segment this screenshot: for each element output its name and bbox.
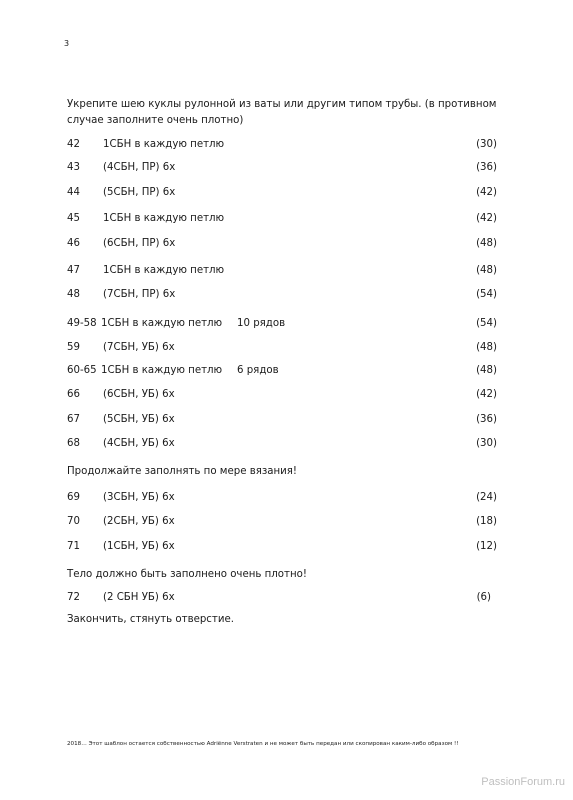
row-number: 68: [67, 438, 80, 449]
row-instruction: 1СБН в каждую петлю: [103, 213, 225, 224]
pattern-row: [67, 387, 497, 403]
pattern-row: [67, 236, 497, 252]
stitch-count: (42): [476, 213, 497, 224]
density-note: Тело должно быть заполнено очень плотно!: [67, 569, 307, 580]
row-number: 44: [67, 187, 80, 198]
watermark: PassionForum.ru: [481, 776, 565, 788]
stitch-count: (36): [476, 414, 497, 425]
stitch-count: (42): [476, 187, 497, 198]
pattern-row: [67, 436, 497, 452]
row-instruction: (2СБН, УБ) 6х: [103, 516, 175, 527]
row-instruction: (5СБН, ПР) 6х: [103, 187, 176, 198]
pattern-row: [67, 539, 497, 555]
row-number: 72: [67, 592, 80, 603]
stitch-count: (12): [476, 541, 497, 552]
pattern-row: [67, 340, 497, 356]
copyright-footer: 2018… Этот шаблон остается собственностью Adriënne Verstraten и не может быть передан или скопирован каким-либо образом !!: [67, 741, 459, 747]
row-instruction: (3СБН, УБ) 6х: [103, 492, 175, 503]
row-number: 69: [67, 492, 80, 503]
row-number: 46: [67, 238, 80, 249]
row-instruction: (4СБН, ПР) 6х: [103, 162, 176, 173]
row-number: 67: [67, 414, 80, 425]
stitch-count: (48): [476, 265, 497, 276]
stitch-count: (48): [476, 238, 497, 249]
stitch-count: (54): [476, 289, 497, 300]
pattern-row: [67, 363, 497, 379]
row-number: 49-58: [67, 318, 97, 329]
stitch-count: (54): [476, 318, 497, 329]
row-instruction: (6СБН, ПР) 6х: [103, 238, 176, 249]
pattern-row: [67, 412, 497, 428]
row-instruction: (7СБН, ПР) 6х: [103, 289, 176, 300]
stitch-count: (30): [476, 438, 497, 449]
row-number: 42: [67, 139, 80, 150]
row-instruction: 1СБН в каждую петлю: [101, 318, 223, 329]
row-number: 66: [67, 389, 80, 400]
pattern-row: [67, 137, 497, 153]
row-number: 59: [67, 342, 80, 353]
row-number: 60-65: [67, 365, 97, 376]
row-instruction: (2 СБН УБ) 6х: [103, 592, 175, 603]
stitch-count: (48): [476, 342, 497, 353]
row-number: 43: [67, 162, 80, 173]
stitch-count: (48): [476, 365, 497, 376]
page-number: 3: [64, 39, 70, 48]
row-repeat-note: 10 рядов: [237, 318, 286, 329]
pattern-row: [67, 316, 497, 332]
stitch-count: (42): [476, 389, 497, 400]
stitch-count: (36): [476, 162, 497, 173]
stitch-count: (30): [476, 139, 497, 150]
row-number: 71: [67, 541, 80, 552]
row-instruction: 1СБН в каждую петлю: [103, 265, 225, 276]
row-repeat-note: 6 рядов: [237, 365, 279, 376]
row-instruction: (1СБН, УБ) 6х: [103, 541, 175, 552]
row-instruction: (5СБН, УБ) 6х: [103, 414, 175, 425]
row-instruction: (6СБН, УБ) 6х: [103, 389, 175, 400]
pattern-row: [67, 490, 497, 506]
closing-instruction: Закончить, стянуть отверстие.: [67, 614, 234, 625]
row-instruction: (7СБН, УБ) 6х: [103, 342, 175, 353]
row-number: 45: [67, 213, 80, 224]
pattern-row: [67, 160, 497, 176]
row-instruction: 1СБН в каждую петлю: [103, 139, 225, 150]
stitch-count: (6): [476, 592, 491, 603]
row-number: 70: [67, 516, 80, 527]
row-number: 47: [67, 265, 80, 276]
row-instruction: (4СБН, УБ) 6х: [103, 438, 175, 449]
intro-paragraph: Укрепите шею куклы рулонной из ваты или другим типом трубы. (в противном случае заполните очень плотно): [67, 99, 497, 126]
row-number: 48: [67, 289, 80, 300]
pattern-row: [67, 514, 497, 530]
pattern-row: [67, 185, 497, 201]
pattern-row: [67, 287, 497, 303]
stuffing-note: Продолжайте заполнять по мере вязания!: [67, 466, 298, 477]
pattern-row: [67, 263, 497, 279]
stitch-count: (18): [476, 516, 497, 527]
pattern-row: [67, 590, 497, 606]
row-instruction: 1СБН в каждую петлю: [101, 365, 223, 376]
stitch-count: (24): [476, 492, 497, 503]
pattern-row: [67, 211, 497, 227]
